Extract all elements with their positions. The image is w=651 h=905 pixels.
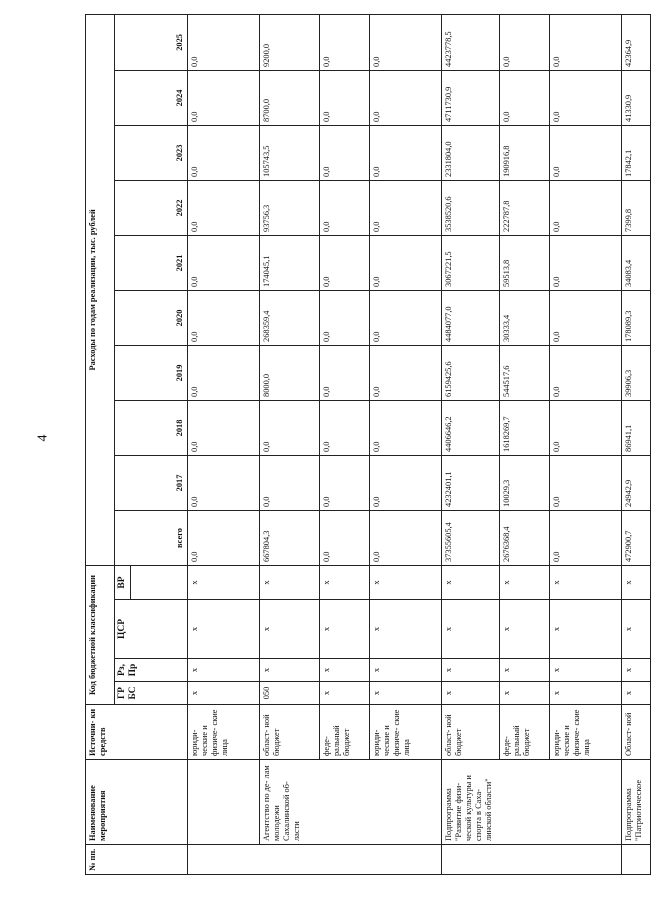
row-name: Агентство по де- лам молодежи Сахалинской об- ласти — [260, 760, 442, 845]
row-source: феде- ральный бюджет — [500, 705, 550, 760]
row-value-2019: 8000,0 — [260, 345, 320, 400]
row-value-total: 2676368,4 — [500, 510, 550, 565]
header-rzpr: Рз, Пр — [115, 659, 188, 682]
row-value-2025: 0,0 — [550, 14, 622, 70]
row-value-2017: 0,0 — [550, 455, 622, 510]
row-value-2024: 8700,0 — [260, 70, 320, 125]
row-source: Област- ной — [622, 705, 651, 760]
row-name — [188, 760, 260, 845]
row-rzpr: х — [188, 659, 260, 682]
row-csr: х — [370, 600, 442, 659]
row-value-2021: 0,0 — [320, 235, 370, 290]
row-rzpr: х — [550, 659, 622, 682]
row-no — [188, 845, 442, 875]
row-value-2021: 0,0 — [550, 235, 622, 290]
header-vr-blank — [131, 565, 188, 599]
row-value-2023: 2331804,0 — [442, 125, 500, 180]
row-value-2021: 34083,4 — [622, 235, 651, 290]
header-no: № пп. — [86, 845, 188, 875]
header-col-2022: 2022 — [115, 180, 188, 235]
row-source: област- ной бюджет — [442, 705, 500, 760]
row-value-2024: 0,0 — [500, 70, 550, 125]
row-value-2018: 86941,1 — [622, 400, 651, 455]
row-source: юриди- ческие и физиче- ские лица — [188, 705, 260, 760]
row-value-2019: 544517,6 — [500, 345, 550, 400]
header-source: Источни- ки средств — [86, 705, 188, 760]
header-col-2017: 2017 — [115, 455, 188, 510]
row-value-2020: 0,0 — [320, 290, 370, 345]
row-value-2022: 7399,8 — [622, 180, 651, 235]
row-value-2017: 10029,3 — [500, 455, 550, 510]
row-value-2024: 41330,9 — [622, 70, 651, 125]
row-value-2024: 0,0 — [320, 70, 370, 125]
row-value-2019: 0,0 — [320, 345, 370, 400]
row-value-2020: 268359,4 — [260, 290, 320, 345]
row-value-2018: 0,0 — [550, 400, 622, 455]
table-row — [500, 14, 550, 874]
row-value-2023: 17842,1 — [622, 125, 651, 180]
row-rzpr: х — [622, 659, 651, 682]
row-value-2021: 0,0 — [188, 235, 260, 290]
row-csr: х — [622, 600, 651, 659]
header-col-2023: 2023 — [115, 125, 188, 180]
row-grbs: х — [188, 682, 260, 705]
header-expenses: Расходы по годам реализации, тыс. рублей — [86, 14, 115, 565]
table-row — [260, 14, 320, 874]
row-value-2017: 0,0 — [320, 455, 370, 510]
row-source: феде- ральный бюджет — [320, 705, 370, 760]
row-value-total: 472900,7 — [622, 510, 651, 565]
row-vr: х — [370, 565, 442, 599]
header-grbs: ГР БС — [115, 682, 188, 705]
row-value-2023: 105743,5 — [260, 125, 320, 180]
row-grbs: х — [622, 682, 651, 705]
row-value-2019: 0,0 — [550, 345, 622, 400]
row-rzpr: х — [320, 659, 370, 682]
row-vr: х — [550, 565, 622, 599]
row-value-2019: 0,0 — [370, 345, 442, 400]
row-value-2017: 4232401,1 — [442, 455, 500, 510]
row-value-2024: 0,0 — [188, 70, 260, 125]
table-row — [622, 14, 651, 874]
row-value-2019: 0,0 — [188, 345, 260, 400]
budget-table-rotated — [85, 15, 644, 875]
row-value-2022: 0,0 — [320, 180, 370, 235]
row-csr: х — [550, 600, 622, 659]
row-value-2022: 3538520,6 — [442, 180, 500, 235]
row-value-2022: 0,0 — [188, 180, 260, 235]
row-csr: х — [260, 600, 320, 659]
row-value-2019: 39906,3 — [622, 345, 651, 400]
row-value-2018: 0,0 — [370, 400, 442, 455]
row-value-2020: 0,0 — [370, 290, 442, 345]
row-value-2020: 30333,4 — [500, 290, 550, 345]
row-value-2023: 0,0 — [370, 125, 442, 180]
row-rzpr: х — [500, 659, 550, 682]
row-rzpr: х — [442, 659, 500, 682]
row-value-total: 37355605,4 — [442, 510, 500, 565]
row-vr: х — [500, 565, 550, 599]
row-value-2020: 4484077,0 — [442, 290, 500, 345]
row-value-2020: 0,0 — [188, 290, 260, 345]
row-value-2018: 0,0 — [260, 400, 320, 455]
table-row — [320, 14, 370, 874]
row-value-2021: 59513,8 — [500, 235, 550, 290]
header-col-2024: 2024 — [115, 70, 188, 125]
row-value-2018: 4406646,2 — [442, 400, 500, 455]
header-col-2018: 2018 — [115, 400, 188, 455]
row-value-2021: 0,0 — [370, 235, 442, 290]
row-value-total: 0,0 — [550, 510, 622, 565]
row-value-2020: 178089,3 — [622, 290, 651, 345]
row-grbs: х — [320, 682, 370, 705]
header-col-total: всего — [115, 510, 188, 565]
header-col-2020: 2020 — [115, 290, 188, 345]
row-no — [622, 845, 651, 875]
row-value-2022: 93756,3 — [260, 180, 320, 235]
row-name: Подпрограмма "Развитие физи- ческой культуры и спорта в Саха- линской области" — [442, 760, 622, 845]
row-no — [442, 845, 622, 875]
row-value-2017: 24942,9 — [622, 455, 651, 510]
row-value-2025: 0,0 — [188, 14, 260, 70]
row-value-2025: 42364,9 — [622, 14, 651, 70]
table-row — [550, 14, 622, 874]
row-value-2022: 0,0 — [550, 180, 622, 235]
row-value-2025: 0,0 — [500, 14, 550, 70]
row-value-2021: 3067221,5 — [442, 235, 500, 290]
row-value-2023: 0,0 — [188, 125, 260, 180]
table-row — [188, 14, 260, 874]
row-value-2022: 0,0 — [370, 180, 442, 235]
row-value-2018: 0,0 — [188, 400, 260, 455]
header-name: Наименование мероприятия — [86, 760, 188, 845]
row-csr: х — [320, 600, 370, 659]
row-value-2017: 0,0 — [370, 455, 442, 510]
table-row — [370, 14, 442, 874]
row-vr: х — [188, 565, 260, 599]
row-rzpr: х — [370, 659, 442, 682]
row-value-2019: 6159425,6 — [442, 345, 500, 400]
row-value-2024: 0,0 — [370, 70, 442, 125]
row-csr: х — [500, 600, 550, 659]
row-csr: х — [442, 600, 500, 659]
row-value-total: 0,0 — [370, 510, 442, 565]
row-value-total: 0,0 — [188, 510, 260, 565]
row-value-total: 0,0 — [320, 510, 370, 565]
row-grbs: х — [370, 682, 442, 705]
row-value-2018: 0,0 — [320, 400, 370, 455]
header-csr: ЦСР — [115, 600, 188, 659]
budget-table — [85, 14, 651, 875]
row-vr: х — [320, 565, 370, 599]
row-source: юриди- ческие и физиче- ские лица — [550, 705, 622, 760]
row-value-2018: 1618269,7 — [500, 400, 550, 455]
row-source: юриди- ческие и физиче- ские лица — [370, 705, 442, 760]
row-value-2023: 0,0 — [550, 125, 622, 180]
row-grbs: 050 — [260, 682, 320, 705]
row-value-2017: 0,0 — [188, 455, 260, 510]
row-value-2025: 9200,0 — [260, 14, 320, 70]
row-value-2020: 0,0 — [550, 290, 622, 345]
header-kbk: Код бюджетной классификации — [86, 565, 115, 704]
row-grbs: х — [550, 682, 622, 705]
row-value-total: 667804,3 — [260, 510, 320, 565]
row-source: област- ной бюджет — [260, 705, 320, 760]
row-value-2022: 222787,8 — [500, 180, 550, 235]
row-value-2024: 0,0 — [550, 70, 622, 125]
page-number: 4 — [35, 434, 51, 442]
header-col-2025: 2025 — [115, 14, 188, 70]
row-value-2021: 174045,1 — [260, 235, 320, 290]
row-value-2024: 4711730,9 — [442, 70, 500, 125]
row-name: Подпрограмма "Патриотическое — [622, 760, 651, 845]
header-col-2019: 2019 — [115, 345, 188, 400]
header-vr: ВР — [115, 565, 131, 599]
row-value-2023: 190916,8 — [500, 125, 550, 180]
row-value-2017: 0,0 — [260, 455, 320, 510]
row-vr: х — [622, 565, 651, 599]
row-value-2023: 0,0 — [320, 125, 370, 180]
row-csr: х — [188, 600, 260, 659]
row-rzpr: х — [260, 659, 320, 682]
row-value-2025: 4423778,5 — [442, 14, 500, 70]
table-row — [442, 14, 500, 874]
row-vr: х — [260, 565, 320, 599]
row-grbs: х — [442, 682, 500, 705]
row-value-2025: 0,0 — [320, 14, 370, 70]
header-col-2021: 2021 — [115, 235, 188, 290]
row-value-2025: 0,0 — [370, 14, 442, 70]
row-grbs: х — [500, 682, 550, 705]
row-vr: х — [442, 565, 500, 599]
